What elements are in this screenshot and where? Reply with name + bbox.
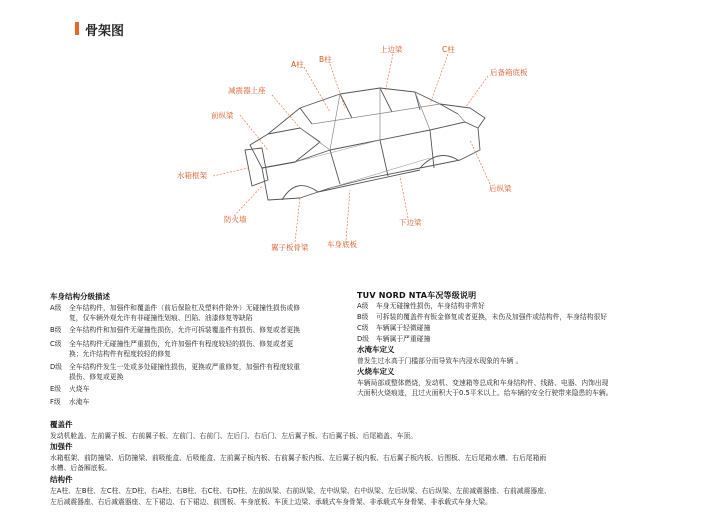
structure-grade-b [50,325,355,335]
tuv-grade-c [357,323,677,333]
grade-key: C级 [50,340,62,348]
structure-grade-e [50,384,355,394]
leader-b-pillar [330,64,345,108]
leader-floor [346,190,350,240]
flood-definition-title: 水淹车定义 [357,345,395,354]
label-fender-rail: 翼子板骨梁 [271,243,309,252]
side-body-outline [262,122,480,200]
label-rear-rail: 后纵梁 [489,184,512,193]
grade-text: 车辆属于轻微碰撞 [376,324,431,332]
grade-text-line: 全车结构件发生一处或多处碰撞性损伤，更换或严重修复，加强件有程度较重 [69,363,301,371]
grade-key: A级 [50,304,62,312]
leader-firewall [234,186,262,216]
label-floor: 车身底板 [327,240,357,249]
internal-struts [300,88,465,150]
leader-radiator-frame [213,168,248,176]
structure-grade-a [50,303,355,323]
label-c-pillar: C柱 [442,45,455,54]
structure-parts-line: 左A柱、左B柱、左C柱、左D柱、右A柱、右B柱、右C柱、右D柱、左前纵梁、右前纵梁、左中纵梁、右中纵梁、左后纵梁、右后纵梁、左前减震器座、右前减震器座、 [50,487,551,495]
grade-text-line: 全车结构件无碰撞性严重损伤，允许加强件有程度较轻的损伤、修复或者更 [69,340,294,348]
grade-key: F级 [50,398,61,406]
fire-definition-line: 大面积火烧痕迹，且过火面积大于0.5平米以上。给车辆的安全行驶带来隐患的车辆。 [357,389,613,397]
roof-outline [268,88,458,134]
structure-grade-d [50,362,355,382]
structure-parts-title: 结构件 [50,475,73,484]
grade-key: E级 [50,385,62,393]
tuv-grade-a [357,301,677,311]
reinforce-parts-title: 加强件 [50,442,73,451]
grade-text: 可拆装的覆盖件有钣金修复或者更换，未伤及加强件或结构件，车身结构很好 [376,313,608,321]
leader-fender-rail [295,198,300,242]
grade-text: 车辆属于严重碰撞 [376,335,431,343]
grade-key: B级 [50,326,62,334]
leader-roof-rail [385,54,393,92]
label-radiator-frame: 水箱框架 [177,171,207,180]
rocker-line [318,170,420,192]
label-rear-shelf: 后备箱底板 [490,68,528,77]
grade-key: C级 [357,324,369,332]
leader-rear-shelf [465,76,488,108]
grade-text-line: 复，仅车辆外观允许有非碰撞性划痕、凹陷、油漆修复等缺陷 [69,314,253,322]
tuv-grade-d [357,334,677,344]
grade-key: D级 [357,335,370,343]
roof-cross-rail [312,104,440,124]
grade-text-line: 全车结构件和加强件无碰撞性损伤，允许可拆装覆盖件有损伤、修复或者更换 [69,326,301,334]
flood-definition-text: 曾发生过水高于门槛部分而导致车内浸水现象的车辆 。 [357,357,523,365]
label-rocker: 下边梁 [399,218,422,227]
structure-grades-title: 车身结构分级描述 [50,292,110,301]
label-front-rail: 前纵梁 [211,111,234,120]
page-title: 骨架图 [85,24,125,39]
cover-parts-text: 发动机舱盖、左前翼子板、右前翼子板、左前门、右前门、左后门、右后门、左后翼子板、右后翼子板、后尾箱盖、车顶。 [50,432,418,440]
cover-parts-title: 覆盖件 [50,420,73,429]
structure-grade-f [50,397,355,407]
reinforce-parts-line: 水槽、后备厢底板。 [50,464,112,472]
tuv-grades-title: TUV NORD NTA车况等级说明 [357,291,477,300]
structure-grade-c [50,339,355,359]
grade-text-line: 换；允许结构件有程度较轻的修复 [69,350,171,358]
grade-key: D级 [50,363,63,371]
fire-definition-line: 车辆局部或整体燃烧，发动机、变速箱等总成和车身结构件、线路、电器、内饰出现 [357,379,609,387]
reinforce-parts-line: 水箱框架、前防撞梁、后防撞梁、前吸能盒、后吸能盒、左前翼子板内板、右前翼子板内板、左后翼子板内板、右后翼子板内板、后围板、左后尾箱水槽、右后尾箱雨 [50,454,547,462]
structure-parts-line: 左后减震器座、右后减震器座、左下裙边、右下裙边、前围板、车身底板、车顶上边梁、承载式车身骨架、非承载式车身骨架、非承载式车身大梁。 [50,498,492,506]
leader-front-rail [240,115,268,150]
grade-text-line: 损伤、修复或更换 [69,373,124,381]
tuv-grade-b [357,312,677,322]
grade-text-line: 水淹车 [69,398,90,406]
grade-text: 车身无碰撞性损伤，车身结构非常好 [376,302,485,310]
label-roof-rail: 上边梁 [380,45,403,54]
floor-lines [295,140,430,188]
grade-key: B级 [357,313,369,321]
label-firewall: 防火墙 [224,215,247,224]
pillar-lines [300,88,420,124]
grade-key: A级 [357,302,369,310]
leader-rocker [400,176,408,218]
label-b-pillar: B柱 [319,55,332,64]
leader-c-pillar [430,54,448,104]
fire-definition-title: 火烧车定义 [357,367,395,376]
grade-text-line: 火烧车 [69,385,90,393]
label-shock-tower: 减震器上座 [228,86,266,95]
grade-text-line: 全车结构件，加强件和覆盖件（前后保险杠及塑料件除外）无碰撞性损伤或修 [69,304,301,312]
label-a-pillar: A柱 [291,60,304,69]
